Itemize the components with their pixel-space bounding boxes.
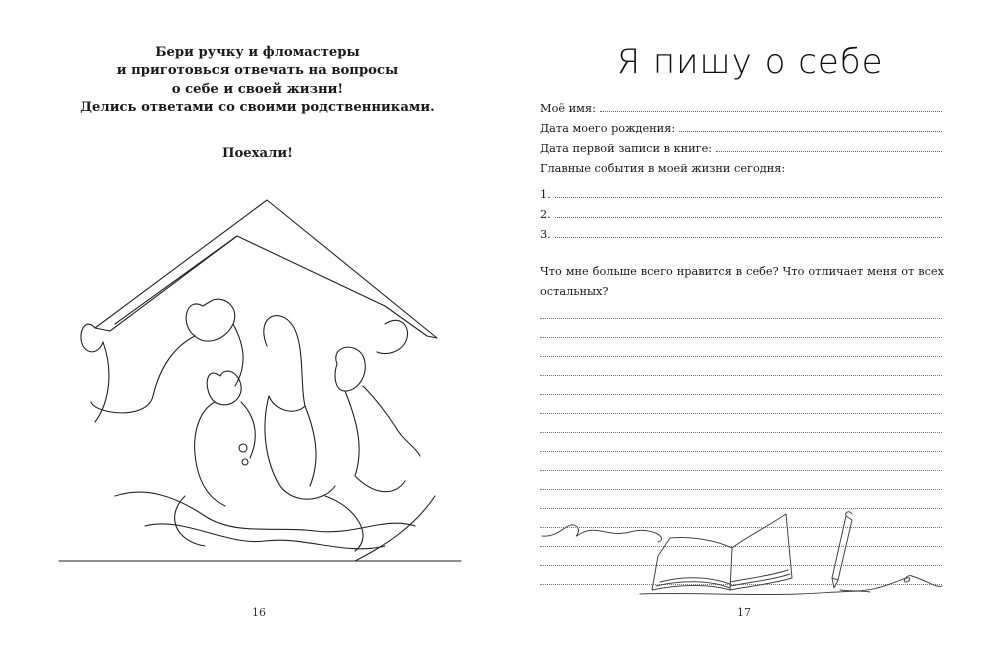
answer-line[interactable] [540, 413, 942, 414]
page-title: Я пишу о себе [616, 42, 884, 82]
right-page [500, 0, 1000, 647]
write-line[interactable] [555, 216, 942, 218]
answer-line[interactable] [540, 432, 942, 433]
field-label: Моё имя: [540, 102, 596, 115]
intro-line: и приготовься отвечать на вопросы [116, 63, 399, 79]
answer-line[interactable] [540, 394, 942, 395]
write-line[interactable] [716, 150, 942, 152]
intro-line: о себе и своей жизни! [171, 81, 344, 97]
answer-line[interactable] [540, 470, 942, 471]
intro-text [60, 44, 455, 118]
event-number: 1. [540, 188, 551, 201]
family-house-illustration [55, 196, 475, 576]
question-text: Что мне больше всего нравится в себе? Что отличает меня от всех остальных? [540, 265, 944, 298]
name-field[interactable] [540, 102, 942, 115]
answer-line[interactable] [540, 318, 942, 319]
answer-line[interactable] [540, 375, 942, 376]
answer-line[interactable] [540, 489, 942, 490]
book-and-pen-illustration [540, 508, 944, 598]
intro-line: Бери ручку и фломастеры [155, 45, 360, 60]
first-entry-date-field[interactable] [540, 142, 942, 155]
birth-date-field[interactable] [540, 122, 942, 135]
write-line[interactable] [679, 130, 942, 132]
field-label: Главные события в моей жизни сегодня: [540, 162, 786, 175]
answer-line[interactable] [540, 451, 942, 452]
answer-line[interactable] [540, 337, 942, 338]
field-label: Дата первой записи в книге: [540, 142, 713, 155]
event-item[interactable] [540, 208, 942, 221]
go-text: Поехали! [222, 146, 293, 161]
answer-line[interactable] [540, 356, 942, 357]
page-number: 16 [252, 606, 266, 619]
write-line[interactable] [555, 236, 942, 238]
event-number: 3. [540, 228, 551, 241]
field-label: Дата моего рождения: [540, 122, 676, 135]
write-line[interactable] [600, 110, 942, 112]
event-item[interactable] [540, 188, 942, 201]
intro-line: Делись ответами со своими родственниками. [80, 100, 435, 116]
event-number: 2. [540, 208, 551, 221]
write-line[interactable] [555, 196, 942, 198]
event-item[interactable] [540, 228, 942, 241]
main-events-heading [540, 162, 942, 175]
page-number: 17 [737, 606, 751, 619]
